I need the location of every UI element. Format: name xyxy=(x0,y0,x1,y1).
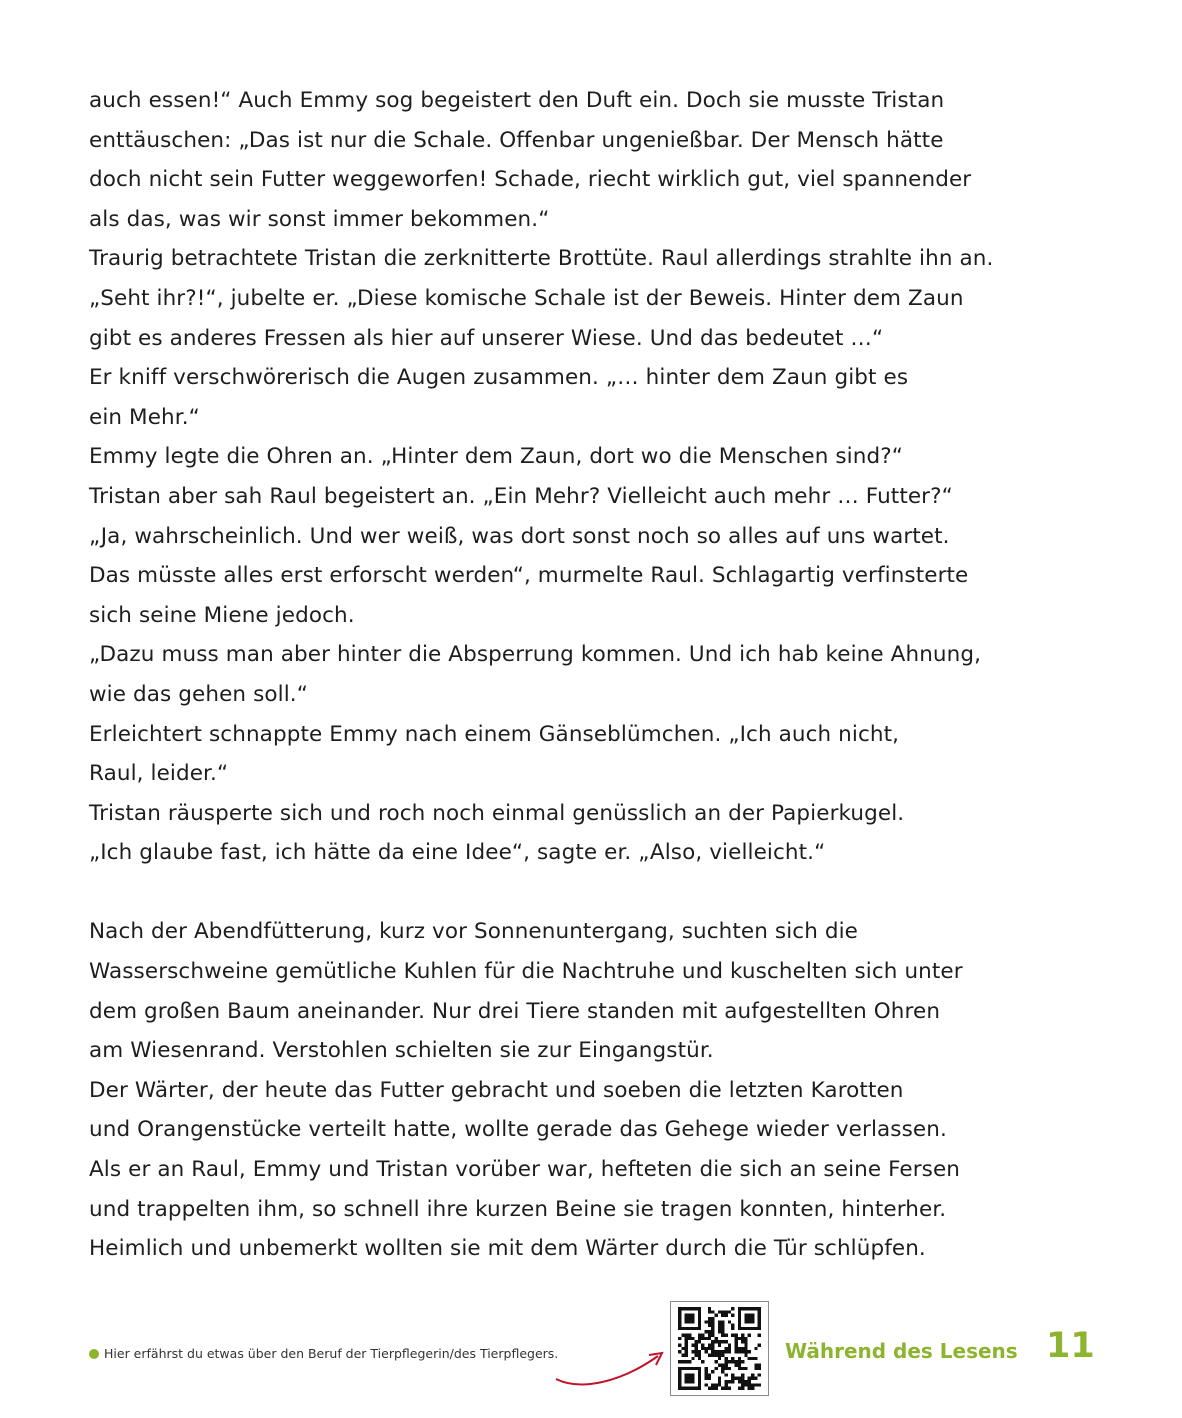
text-line: enttäuschen: „Das ist nur die Schale. Offenbar ungenießbar. Der Mensch hätte xyxy=(89,127,944,153)
bullet-dot-icon xyxy=(89,1349,99,1359)
text-line: Traurig betrachtete Tristan die zerknitterte Brottüte. Raul allerdings strahlte ihn an. xyxy=(89,246,994,272)
text-line: Tristan aber sah Raul begeistert an. „Ein Mehr? Vielleicht auch mehr … Futter?“ xyxy=(89,483,953,509)
text-line: Erleichtert schnappte Emmy nach einem Gänseblümchen. „Ich auch nicht, xyxy=(89,721,900,747)
text-line: als das, was wir sonst immer bekommen.“ xyxy=(89,206,550,232)
qr-code-icon xyxy=(678,1307,761,1390)
text-line: „Dazu muss man aber hinter die Absperrung kommen. Und ich hab keine Ahnung, xyxy=(89,642,982,668)
text-line: und trappelten ihm, so schnell ihre kurzen Beine sie tragen konnten, hinterher. xyxy=(89,1196,947,1222)
text-line: Emmy legte die Ohren an. „Hinter dem Zaun, dort wo die Menschen sind?“ xyxy=(89,444,903,470)
section-label: Während des Lesens xyxy=(785,1339,1018,1363)
text-line: „Ich glaube fast, ich hätte da eine Idee“, sagte er. „Also, vielleicht.“ xyxy=(89,840,826,866)
text-line: Raul, leider.“ xyxy=(89,761,229,787)
text-line: Das müsste alles erst erforscht werden“, murmelte Raul. Schlagartig verfinsterte xyxy=(89,563,969,589)
paragraph-gap xyxy=(89,873,1089,913)
text-line: ein Mehr.“ xyxy=(89,404,200,430)
text-line: Heimlich und unbemerkt wollten sie mit dem Wärter durch die Tür schlüpfen. xyxy=(89,1236,926,1262)
text-line: „Seht ihr?!“, jubelte er. „Diese komische Schale ist der Beweis. Hinter dem Zaun xyxy=(89,285,964,311)
text-line: „Ja, wahrscheinlich. Und wer weiß, was dort sonst noch so alles auf uns wartet. xyxy=(89,523,950,549)
text-line: doch nicht sein Futter weggeworfen! Schade, riecht wirklich gut, viel spannender xyxy=(89,167,972,193)
text-line: wie das gehen soll.“ xyxy=(89,681,308,707)
text-line: Der Wärter, der heute das Futter gebracht und soeben die letzten Karotten xyxy=(89,1077,904,1103)
text-line: Er kniff verschwörerisch die Augen zusammen. „… hinter dem Zaun gibt es xyxy=(89,365,909,391)
text-line: auch essen!“ Auch Emmy sog begeistert den Duft ein. Doch sie musste Tristan xyxy=(89,88,945,113)
text-line: Als er an Raul, Emmy und Tristan vorüber war, hefteten die sich an seine Fersen xyxy=(89,1157,961,1183)
text-line: sich seine Miene jedoch. xyxy=(89,602,355,628)
arrow-icon xyxy=(550,1345,670,1390)
text-line: Tristan räusperte sich und roch noch einmal genüsslich an der Papierkugel. xyxy=(89,800,905,826)
page-number: 11 xyxy=(1046,1326,1095,1366)
qr-code[interactable] xyxy=(670,1301,769,1396)
footer-note-text: Hier erfährst du etwas über den Beruf der Tierpflegerin/des Tierpflegers. xyxy=(104,1346,559,1361)
story-text xyxy=(89,81,1089,1269)
text-line: Wasserschweine gemütliche Kuhlen für die Nachtruhe und kuschelten sich unter xyxy=(89,959,963,985)
text-line: dem großen Baum aneinander. Nur drei Tiere standen mit aufgestellten Ohren xyxy=(89,998,941,1024)
footer-note xyxy=(89,1346,558,1361)
text-line: gibt es anderes Fressen als hier auf unserer Wiese. Und das bedeutet …“ xyxy=(89,325,884,351)
text-line: und Orangenstücke verteilt hatte, wollte gerade das Gehege wieder verlassen. xyxy=(89,1117,947,1143)
text-line: Nach der Abendfütterung, kurz vor Sonnenuntergang, suchten sich die xyxy=(89,919,859,945)
text-line: am Wiesenrand. Verstohlen schielten sie zur Eingangstür. xyxy=(89,1038,714,1064)
